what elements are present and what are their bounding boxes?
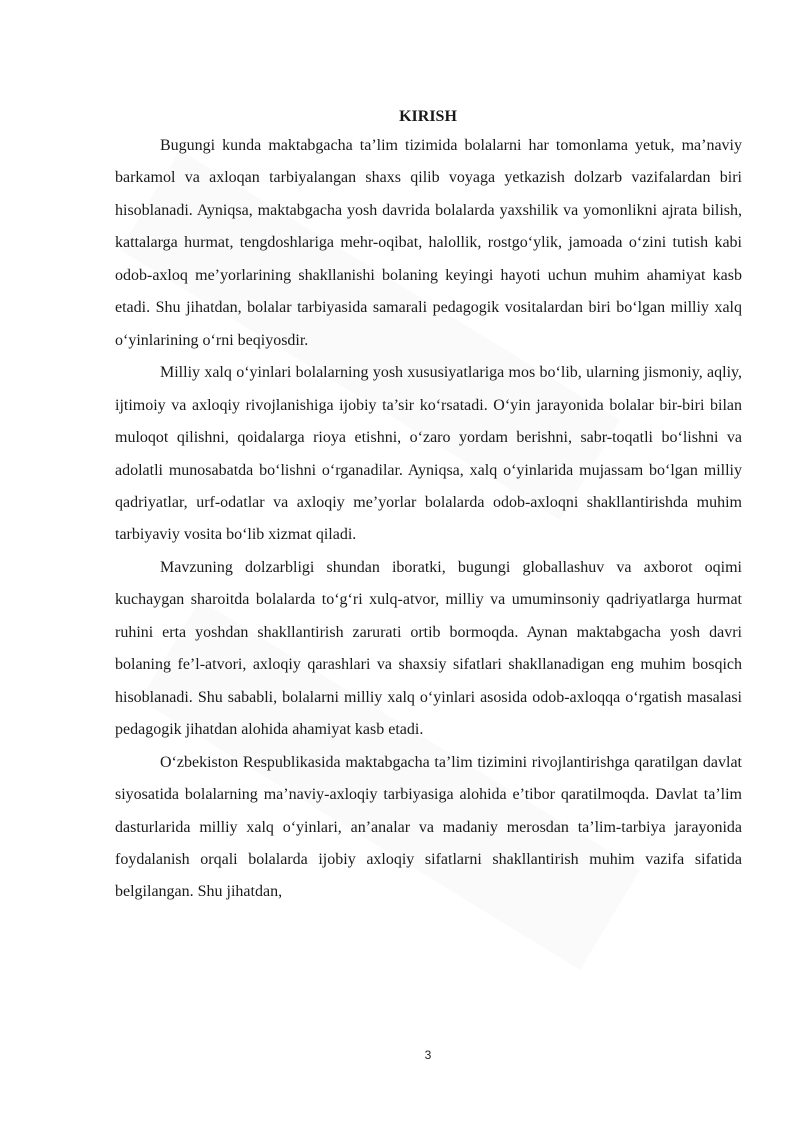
paragraph-4: O‘zbekiston Respublikasida maktabgacha ta’lim tizimini rivojlantirishga qaratilgan davlat siyosatida bolalarning ma’naviy-axloqiy tarbiyasiga alohida e’tibor qaratilmoqda. Davlat ta’lim dasturlarida milliy xalq o‘yinlari, an’analar va madaniy merosdan ta’lim-tarbiya jarayonida foydalanish orqali bolalarda ijobiy axloqiy sifatlarni shakllantirish muhim vazifa sifatida belgilangan. Shu jihatdan, [115, 753, 742, 901]
page-number: 3 [424, 1048, 432, 1062]
paragraph-2: Milliy xalq o‘yinlari bolalarning yosh xususiyatlariga mos bo‘lib, ularning jismoniy, aqliy, ijtimoiy va axloqiy rivojlanishiga ijobiy ta’sir ko‘rsatadi. O‘yin jarayonida bolalar bir-biri bilan muloqot qilishni, qoidalarga rioya etishni, o‘zaro yordam berishni, sabr-toqatli bo‘lishni va adolatli munosabatda bo‘lishni o‘rganadilar. Ayniqsa, xalq o‘yinlarida mujassam bo‘lgan milliy qadriyatlar, urf-odatlar va axloqiy me’yorlar bolalarda odob-axloqni shakllantirishda muhim tarbiyaviy vosita bo‘lib xizmat qiladi. [115, 364, 742, 544]
paragraph-3: Mavzuning dolzarbligi shundan iboratki, bugungi globallashuv va axborot oqimi kuchaygan sharoitda bolalarda to‘g‘ri xulq-atvor, milliy va umuminsoniy qadriyatlarga hurmat ruhini erta yoshdan shakllantirish zarurati ortib bormoqda. Aynan maktabgacha yosh davri bolaning fe’l-atvori, axloqiy qarashlari va shaxsiy sifatlari shakllanadigan eng muhim bosqich hisoblanadi. Shu sababli, bolalarni milliy xalq o‘yinlari asosida odob-axloqqa o‘rgatish masalasi pedagogik jihatdan alohida ahamiyat kasb etadi. [115, 558, 742, 739]
page-heading: KIRISH [399, 108, 457, 125]
paragraph-1: Bugungi kunda maktabgacha ta’lim tizimida bolalarni har tomonlama yetuk, ma’naviy barkamol va axloqan tarbiyalangan shaxs qilib voyaga yetkazish dolzarb vazifalardan biri hisoblanadi. Ayniqsa, maktabgacha yosh davrida bolalarda yaxshilik va yomonlikni ajrata bilish, kattalarga hurmat, tengdoshlariga mehr-oqibat, halollik, rostgo‘ylik, jamoada o‘zini tutish kabi odob-axloq me’yorlarining shakllanishi bolaning keyingi hayoti uchun muhim ahamiyat kasb etadi. Shu jihatdan, bolalar tarbiyasida samarali pedagogik vositalardan biri bo‘lgan milliy xalq o‘yinlarining o‘rni beqiyosdir. [115, 137, 742, 349]
body-text [115, 130, 742, 909]
